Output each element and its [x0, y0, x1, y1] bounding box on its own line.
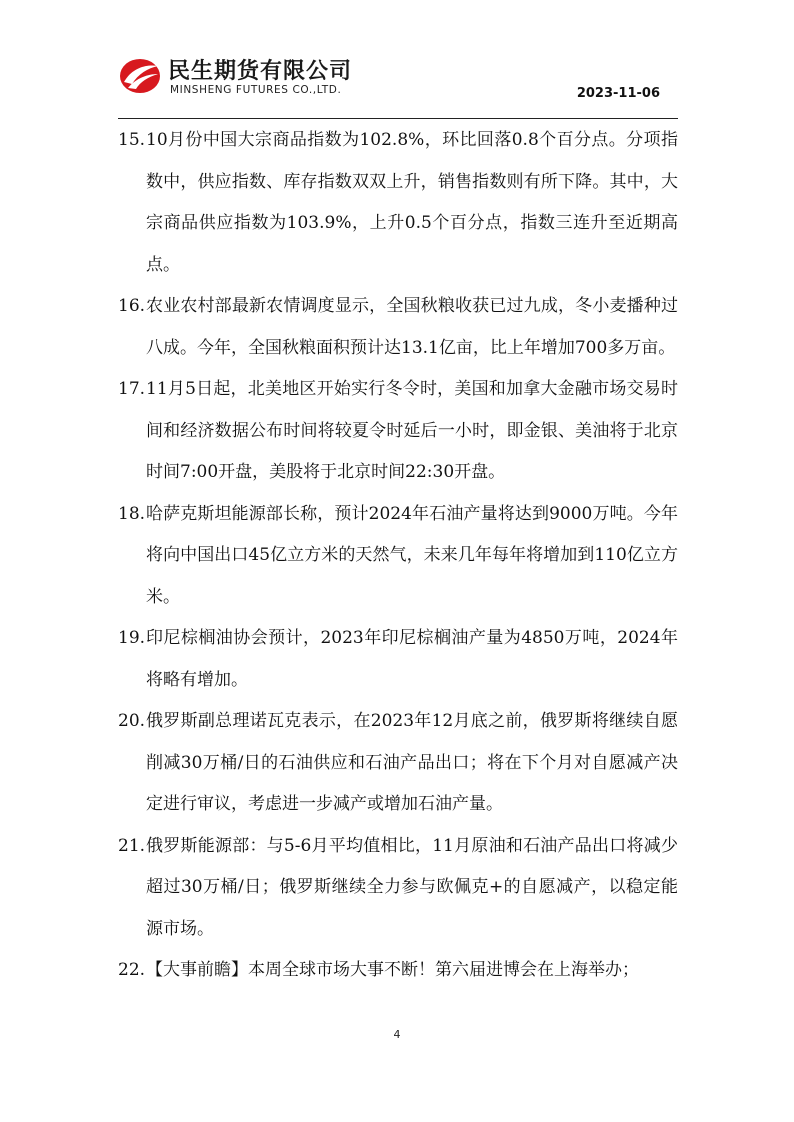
item-text: 农业农村部最新农情调度显示，全国秋粮收获已过九成，冬小麦播种过八成。今年，全国秋粮面积预计达13.1亿亩，比上年增加700多万亩。 — [146, 296, 678, 358]
minsheng-logo-icon — [118, 56, 162, 96]
item-text: 俄罗斯副总理诺瓦克表示，在2023年12月底之前，俄罗斯将继续自愿削减30万桶/日的石油供应和石油产品出口；将在下个月对自愿减产决定进行审议，考虑进一步减产或增加石油产量。 — [146, 711, 678, 814]
page-header — [118, 52, 678, 120]
item-number: 17. — [118, 379, 146, 399]
item-number: 21. — [118, 835, 146, 856]
list-item — [118, 369, 678, 494]
news-list — [118, 120, 678, 992]
item-number: 16. — [118, 296, 146, 316]
item-number: 15. — [118, 130, 146, 150]
item-number: 18. — [118, 503, 146, 524]
list-item — [118, 494, 678, 619]
list-item — [118, 950, 678, 992]
company-name-en: MINSHENG FUTURES CO.,LTD. — [170, 84, 342, 96]
list-item — [118, 120, 678, 286]
report-date: 2023-11-06 — [576, 86, 660, 101]
item-text: 【大事前瞻】本周全球市场大事不断！第六届进博会在上海举办； — [146, 960, 639, 980]
item-number: 20. — [118, 711, 146, 731]
list-item — [118, 618, 678, 701]
item-text: 俄罗斯能源部：与5-6月平均值相比，11月原油和石油产品出口将减少超过30万桶/日；俄罗斯继续全力参与欧佩克+的自愿减产，以稳定能源市场。 — [146, 835, 678, 939]
list-item — [118, 701, 678, 826]
list-item — [118, 826, 678, 951]
item-text: 印尼棕榈油协会预计，2023年印尼棕榈油产量为4850万吨，2024年将略有增加。 — [146, 628, 678, 690]
item-number: 19. — [118, 628, 146, 648]
item-text: 11月5日起，北美地区开始实行冬令时，美国和加拿大金融市场交易时间和经济数据公布时间将较夏令时延后一小时，即金银、美油将于北京时间7:00开盘，美股将于北京时间22:30开盘。 — [146, 379, 678, 482]
company-name-cn: 民生期货有限公司 — [168, 59, 353, 84]
header-divider — [118, 118, 678, 119]
list-item — [118, 286, 678, 369]
page-number: 4 — [393, 1028, 401, 1041]
item-text: 10月份中国大宗商品指数为102.8%，环比回落0.8个百分点。分项指数中，供应指数、库存指数双双上升，销售指数则有所下降。其中，大宗商品供应指数为103.9%，上升0.5个百分点，指数三连升至近期高点。 — [146, 130, 678, 275]
item-text: 哈萨克斯坦能源部长称，预计2024年石油产量将达到9000万吨。今年将向中国出口45亿立方米的天然气，未来几年每年将增加到110亿立方米。 — [146, 503, 678, 607]
item-number: 22. — [118, 960, 146, 980]
